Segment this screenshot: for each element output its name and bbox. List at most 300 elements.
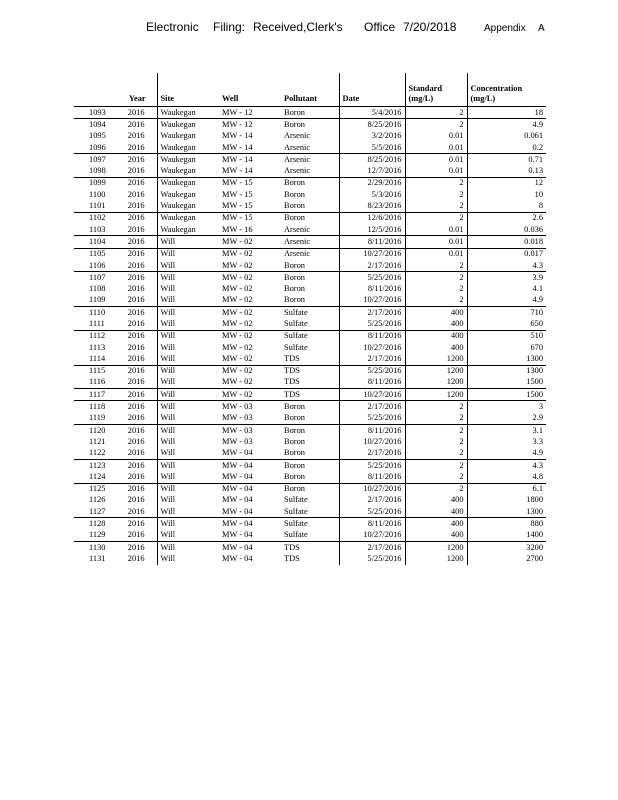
cell-well: MW - 03 xyxy=(219,425,281,437)
cell-well: MW - 14 xyxy=(219,154,281,166)
cell-site: Will xyxy=(157,413,219,425)
cell-date: 2/17/2016 xyxy=(339,353,405,365)
cell-conc: 3.1 xyxy=(467,425,546,437)
cell-pollutant: Arsenic xyxy=(284,166,311,176)
cell-conc: 3.3 xyxy=(467,436,546,447)
cell-conc: 3.9 xyxy=(467,272,546,284)
cell-well: MW - 12 xyxy=(219,119,281,131)
cell-year: 2016 xyxy=(115,541,157,553)
cell-year: 2016 xyxy=(127,495,145,505)
cell-standard: 2 xyxy=(405,401,467,413)
cell-n: 1123 xyxy=(74,459,115,471)
cell-n: 1110 xyxy=(74,307,115,319)
table-row xyxy=(74,448,546,460)
cell-year: 2016 xyxy=(115,177,157,189)
cell-conc: 670 xyxy=(467,342,546,353)
table-row xyxy=(74,330,546,342)
cell-well: MW - 04 xyxy=(222,495,253,505)
cell-year: 2016 xyxy=(115,518,157,530)
table-row xyxy=(74,165,546,177)
cell-standard: 2 xyxy=(405,448,467,460)
cell-conc: 0.018 xyxy=(467,236,546,248)
table-header-row xyxy=(74,73,546,107)
cell-well: MW - 04 xyxy=(219,541,281,553)
cell-site: Will xyxy=(157,318,219,330)
table-row xyxy=(74,377,546,389)
cell-year: 2016 xyxy=(127,342,145,352)
table-row xyxy=(74,436,546,447)
table-row xyxy=(74,530,546,542)
cell-standard: 1200 xyxy=(405,353,467,365)
table-row xyxy=(74,401,546,413)
cell-n: 1124 xyxy=(89,471,106,481)
cell-conc: 4.3 xyxy=(467,260,546,272)
cell-n: 1108 xyxy=(89,284,106,294)
cell-site: Will xyxy=(157,295,219,307)
cell-pollutant: Boron xyxy=(284,295,305,305)
table-row xyxy=(74,471,546,483)
cell-standard: 2 xyxy=(405,283,467,294)
cell-well: MW - 02 xyxy=(222,284,253,294)
cell-standard: 400 xyxy=(405,318,467,330)
cell-well: MW - 16 xyxy=(222,224,253,234)
cell-n: 1129 xyxy=(89,530,106,540)
cell-site: Will xyxy=(157,260,219,272)
cell-pollutant: TDS xyxy=(284,377,300,387)
header-date: 7/20/2018 xyxy=(403,20,457,34)
cell-conc: 4.1 xyxy=(467,283,546,294)
cell-pollutant: Boron xyxy=(281,107,339,119)
cell-pollutant: Boron xyxy=(281,459,339,471)
cell-well: MW - 03 xyxy=(219,401,281,413)
cell-year: 2016 xyxy=(115,425,157,437)
cell-year: 2016 xyxy=(115,459,157,471)
table-row xyxy=(74,483,546,495)
cell-pollutant: Sulfate xyxy=(284,495,308,505)
cell-date: 10/27/2016 xyxy=(339,248,405,260)
cell-year: 2016 xyxy=(115,248,157,260)
table-row xyxy=(74,142,546,154)
cell-n: 1119 xyxy=(89,413,106,423)
cell-well: MW - 02 xyxy=(222,342,253,352)
cell-year: 2016 xyxy=(115,401,157,413)
cell-year: 2016 xyxy=(115,389,157,401)
cell-year: 2016 xyxy=(115,119,157,131)
cell-n: 1105 xyxy=(74,248,115,260)
table-row xyxy=(74,119,546,131)
cell-site: Will xyxy=(157,236,219,248)
cell-date: 8/25/2016 xyxy=(339,119,405,131)
table-row xyxy=(74,413,546,425)
cell-standard: 0.01 xyxy=(405,165,467,177)
table-row xyxy=(74,200,546,212)
cell-year: 2016 xyxy=(127,471,145,481)
cell-date: 12/5/2016 xyxy=(339,224,405,236)
cell-n: 1097 xyxy=(74,154,115,166)
cell-standard: 0.01 xyxy=(405,236,467,248)
cell-n: 1122 xyxy=(89,448,106,458)
cell-well: MW - 04 xyxy=(222,530,253,540)
cell-year: 2016 xyxy=(127,353,145,363)
cell-standard: 0.01 xyxy=(405,154,467,166)
cell-date: 8/23/2016 xyxy=(339,200,405,212)
col-header-date: Date xyxy=(339,73,405,107)
cell-site: Waukegan xyxy=(157,189,219,200)
cell-date: 8/11/2016 xyxy=(339,283,405,294)
cell-date: 5/5/2016 xyxy=(339,142,405,154)
cell-n: 1098 xyxy=(89,166,106,176)
cell-pollutant: Sulfate xyxy=(281,330,339,342)
cell-year: 2016 xyxy=(127,131,145,141)
table-row xyxy=(74,283,546,294)
cell-well: MW - 04 xyxy=(222,553,253,563)
cell-conc: 4.9 xyxy=(467,295,546,307)
cell-conc: 0.71 xyxy=(467,154,546,166)
cell-site: Waukegan xyxy=(157,107,219,119)
cell-site: Will xyxy=(157,553,219,564)
cell-conc: 0.061 xyxy=(467,131,546,142)
cell-pollutant: Arsenic xyxy=(281,236,339,248)
cell-site: Will xyxy=(157,307,219,319)
cell-well: MW - 15 xyxy=(219,212,281,224)
cell-conc: 2700 xyxy=(467,553,546,564)
cell-year: 2016 xyxy=(115,307,157,319)
cell-date: 5/25/2016 xyxy=(339,459,405,471)
cell-site: Will xyxy=(157,448,219,460)
cell-standard: 2 xyxy=(405,119,467,131)
cell-date: 8/11/2016 xyxy=(339,518,405,530)
table-row xyxy=(74,342,546,353)
cell-site: Will xyxy=(157,342,219,353)
col-header-standard: Standard (mg/L) xyxy=(405,73,467,107)
cell-date: 2/17/2016 xyxy=(339,307,405,319)
cell-date: 5/25/2016 xyxy=(339,365,405,377)
cell-pollutant: Boron xyxy=(284,413,305,423)
cell-year: 2016 xyxy=(115,330,157,342)
cell-pollutant: Boron xyxy=(281,212,339,224)
cell-standard: 2 xyxy=(405,459,467,471)
cell-date: 8/11/2016 xyxy=(339,425,405,437)
cell-n: 1103 xyxy=(89,224,106,234)
cell-n: 1126 xyxy=(89,495,106,505)
cell-site: Will xyxy=(157,436,219,447)
cell-pollutant: Boron xyxy=(284,448,305,458)
table-row xyxy=(74,224,546,236)
cell-date: 5/25/2016 xyxy=(339,413,405,425)
cell-standard: 2 xyxy=(405,260,467,272)
header-received: Received,Clerk's xyxy=(253,20,343,34)
cell-well: MW - 02 xyxy=(219,365,281,377)
cell-site: Waukegan xyxy=(157,165,219,177)
cell-site: Will xyxy=(157,483,219,495)
cell-year: 2016 xyxy=(115,154,157,166)
cell-well: MW - 03 xyxy=(222,436,253,446)
table-row xyxy=(74,495,546,506)
cell-conc: 2.9 xyxy=(467,413,546,425)
cell-pollutant: Boron xyxy=(284,189,305,199)
table-row xyxy=(74,131,546,142)
cell-site: Will xyxy=(157,283,219,294)
cell-standard: 400 xyxy=(405,518,467,530)
cell-site: Will xyxy=(157,425,219,437)
cell-standard: 2 xyxy=(405,212,467,224)
cell-standard: 2 xyxy=(405,189,467,200)
cell-site: Will xyxy=(157,353,219,365)
data-table xyxy=(74,73,546,565)
cell-date: 10/27/2016 xyxy=(339,483,405,495)
cell-well: MW - 14 xyxy=(222,142,253,152)
cell-site: Will xyxy=(157,506,219,518)
cell-standard: 0.01 xyxy=(405,224,467,236)
cell-pollutant: Boron xyxy=(281,401,339,413)
cell-date: 10/27/2016 xyxy=(339,530,405,542)
cell-well: MW - 04 xyxy=(219,483,281,495)
cell-standard: 400 xyxy=(405,495,467,506)
cell-standard: 1200 xyxy=(405,377,467,389)
header-electronic: Electronic xyxy=(146,20,199,34)
cell-standard: 2 xyxy=(405,272,467,284)
cell-well: MW - 04 xyxy=(222,448,253,458)
cell-conc: 1400 xyxy=(467,530,546,542)
cell-n: 1102 xyxy=(74,212,115,224)
cell-conc: 0.017 xyxy=(467,248,546,260)
table-row xyxy=(74,248,546,260)
cell-year: 2016 xyxy=(127,189,145,199)
cell-site: Waukegan xyxy=(157,142,219,154)
table-row xyxy=(74,295,546,307)
cell-standard: 2 xyxy=(405,200,467,212)
cell-date: 5/25/2016 xyxy=(339,553,405,564)
cell-date: 5/3/2016 xyxy=(339,189,405,200)
cell-conc: 4.9 xyxy=(467,448,546,460)
cell-year: 2016 xyxy=(127,142,145,152)
cell-well: MW - 04 xyxy=(222,471,253,481)
cell-n: 1131 xyxy=(89,553,106,563)
cell-year: 2016 xyxy=(127,436,145,446)
cell-date: 5/25/2016 xyxy=(339,272,405,284)
header-office: Office xyxy=(364,20,396,34)
cell-pollutant: Sulfate xyxy=(284,530,308,540)
cell-well: MW - 14 xyxy=(222,166,253,176)
cell-conc: 10 xyxy=(467,189,546,200)
cell-site: Will xyxy=(157,541,219,553)
cell-conc: 6.1 xyxy=(467,483,546,495)
cell-date: 8/11/2016 xyxy=(339,377,405,389)
cell-pollutant: Sulfate xyxy=(284,318,308,328)
cell-year: 2016 xyxy=(127,224,145,234)
header-appendix: Appendix xyxy=(484,23,526,34)
cell-conc: 2.6 xyxy=(467,212,546,224)
cell-pollutant: Boron xyxy=(281,425,339,437)
cell-conc: 12 xyxy=(467,177,546,189)
cell-site: Waukegan xyxy=(157,154,219,166)
cell-year: 2016 xyxy=(115,107,157,119)
cell-n: 1107 xyxy=(74,272,115,284)
cell-year: 2016 xyxy=(127,530,145,540)
cell-well: MW - 02 xyxy=(219,248,281,260)
cell-well: MW - 02 xyxy=(219,272,281,284)
cell-pollutant: Boron xyxy=(281,483,339,495)
cell-pollutant: TDS xyxy=(281,541,339,553)
cell-year: 2016 xyxy=(127,553,145,563)
cell-n: 1115 xyxy=(74,365,115,377)
cell-well: MW - 02 xyxy=(219,389,281,401)
cell-date: 8/11/2016 xyxy=(339,471,405,483)
cell-pollutant: TDS xyxy=(284,353,300,363)
table-row xyxy=(74,318,546,330)
cell-pollutant: Sulfate xyxy=(281,307,339,319)
cell-year: 2016 xyxy=(127,413,145,423)
col-header-well: Well xyxy=(222,94,239,103)
cell-site: Will xyxy=(157,248,219,260)
cell-pollutant: Boron xyxy=(284,201,305,211)
cell-well: MW - 02 xyxy=(222,295,253,305)
cell-n: 1127 xyxy=(89,506,106,516)
cell-site: Will xyxy=(157,471,219,483)
cell-pollutant: Boron xyxy=(281,177,339,189)
col-header-concentration: Concentration (mg/L) xyxy=(467,73,546,107)
cell-date: 8/11/2016 xyxy=(339,236,405,248)
cell-pollutant: Arsenic xyxy=(281,248,339,260)
cell-standard: 400 xyxy=(405,342,467,353)
cell-well: MW - 02 xyxy=(222,260,253,270)
cell-site: Waukegan xyxy=(157,131,219,142)
cell-site: Will xyxy=(157,530,219,542)
cell-pollutant: TDS xyxy=(281,389,339,401)
cell-n: 1106 xyxy=(89,260,106,270)
cell-year: 2016 xyxy=(127,260,145,270)
table-row xyxy=(74,307,546,319)
cell-pollutant: TDS xyxy=(284,553,300,563)
cell-standard: 2 xyxy=(405,107,467,119)
cell-well: MW - 02 xyxy=(222,353,253,363)
cell-conc: 0.13 xyxy=(467,165,546,177)
cell-n: 1093 xyxy=(74,107,115,119)
cell-date: 2/17/2016 xyxy=(339,260,405,272)
cell-year: 2016 xyxy=(115,212,157,224)
table-row xyxy=(74,189,546,200)
table-row xyxy=(74,272,546,284)
table-row xyxy=(74,506,546,518)
cell-well: MW - 15 xyxy=(222,189,253,199)
cell-year: 2016 xyxy=(127,284,145,294)
table-row xyxy=(74,177,546,189)
cell-standard: 1200 xyxy=(405,541,467,553)
cell-pollutant: Sulfate xyxy=(284,506,308,516)
cell-standard: 0.01 xyxy=(405,248,467,260)
cell-n: 1128 xyxy=(74,518,115,530)
cell-pollutant: Sulfate xyxy=(284,342,308,352)
cell-n: 1095 xyxy=(89,131,106,141)
cell-year: 2016 xyxy=(115,483,157,495)
cell-standard: 0.01 xyxy=(405,131,467,142)
cell-date: 2/29/2016 xyxy=(339,177,405,189)
cell-well: MW - 04 xyxy=(219,518,281,530)
cell-date: 10/27/2016 xyxy=(339,436,405,447)
cell-date: 3/2/2016 xyxy=(339,131,405,142)
cell-date: 8/25/2016 xyxy=(339,154,405,166)
table-row xyxy=(74,107,546,119)
cell-n: 1130 xyxy=(74,541,115,553)
cell-conc: 3 xyxy=(467,401,546,413)
cell-pollutant: Boron xyxy=(281,119,339,131)
cell-standard: 2 xyxy=(405,483,467,495)
cell-date: 2/17/2016 xyxy=(339,448,405,460)
cell-well: MW - 02 xyxy=(222,318,253,328)
cell-well: MW - 15 xyxy=(222,201,253,211)
cell-well: MW - 02 xyxy=(219,236,281,248)
cell-year: 2016 xyxy=(115,236,157,248)
cell-standard: 1200 xyxy=(405,365,467,377)
table-row xyxy=(74,459,546,471)
table-row xyxy=(74,260,546,272)
cell-site: Will xyxy=(157,330,219,342)
cell-site: Will xyxy=(157,495,219,506)
cell-site: Will xyxy=(157,272,219,284)
cell-n: 1104 xyxy=(74,236,115,248)
cell-pollutant: TDS xyxy=(281,365,339,377)
cell-date: 5/25/2016 xyxy=(339,318,405,330)
cell-pollutant: Boron xyxy=(284,260,305,270)
cell-conc: 1300 xyxy=(467,506,546,518)
cell-n: 1113 xyxy=(89,342,106,352)
cell-well: MW - 02 xyxy=(222,377,253,387)
cell-well: MW - 02 xyxy=(219,330,281,342)
cell-conc: 4.3 xyxy=(467,459,546,471)
table-row xyxy=(74,212,546,224)
cell-date: 2/17/2016 xyxy=(339,495,405,506)
header-filing: Filing: xyxy=(213,20,246,34)
cell-well: MW - 12 xyxy=(219,107,281,119)
cell-n: 1099 xyxy=(74,177,115,189)
table-row xyxy=(74,425,546,437)
cell-n: 1121 xyxy=(89,436,106,446)
cell-conc: 1300 xyxy=(467,365,546,377)
cell-n: 1101 xyxy=(89,201,106,211)
cell-standard: 1200 xyxy=(405,553,467,564)
cell-conc: 8 xyxy=(467,200,546,212)
cell-pollutant: Boron xyxy=(284,284,305,294)
cell-date: 12/6/2016 xyxy=(339,212,405,224)
cell-conc: 4.8 xyxy=(467,471,546,483)
cell-site: Waukegan xyxy=(157,224,219,236)
cell-pollutant: Boron xyxy=(284,436,305,446)
table-row xyxy=(74,389,546,401)
cell-standard: 400 xyxy=(405,506,467,518)
cell-n: 1111 xyxy=(89,318,105,328)
cell-conc: 3200 xyxy=(467,541,546,553)
cell-conc: 1800 xyxy=(467,495,546,506)
cell-year: 2016 xyxy=(127,295,145,305)
cell-year: 2016 xyxy=(127,201,145,211)
cell-date: 2/17/2016 xyxy=(339,401,405,413)
cell-conc: 1500 xyxy=(467,389,546,401)
cell-n: 1125 xyxy=(74,483,115,495)
cell-year: 2016 xyxy=(127,377,145,387)
cell-pollutant: Boron xyxy=(281,272,339,284)
cell-date: 10/27/2016 xyxy=(339,295,405,307)
cell-pollutant: Boron xyxy=(284,471,305,481)
cell-standard: 2 xyxy=(405,471,467,483)
cell-n: 1120 xyxy=(74,425,115,437)
table-row xyxy=(74,553,546,564)
cell-date: 5/25/2016 xyxy=(339,506,405,518)
cell-n: 1112 xyxy=(74,330,115,342)
cell-standard: 400 xyxy=(405,307,467,319)
cell-date: 5/4/2016 xyxy=(339,107,405,119)
col-header-pollutant: Pollutant xyxy=(284,94,318,103)
cell-site: Will xyxy=(157,377,219,389)
